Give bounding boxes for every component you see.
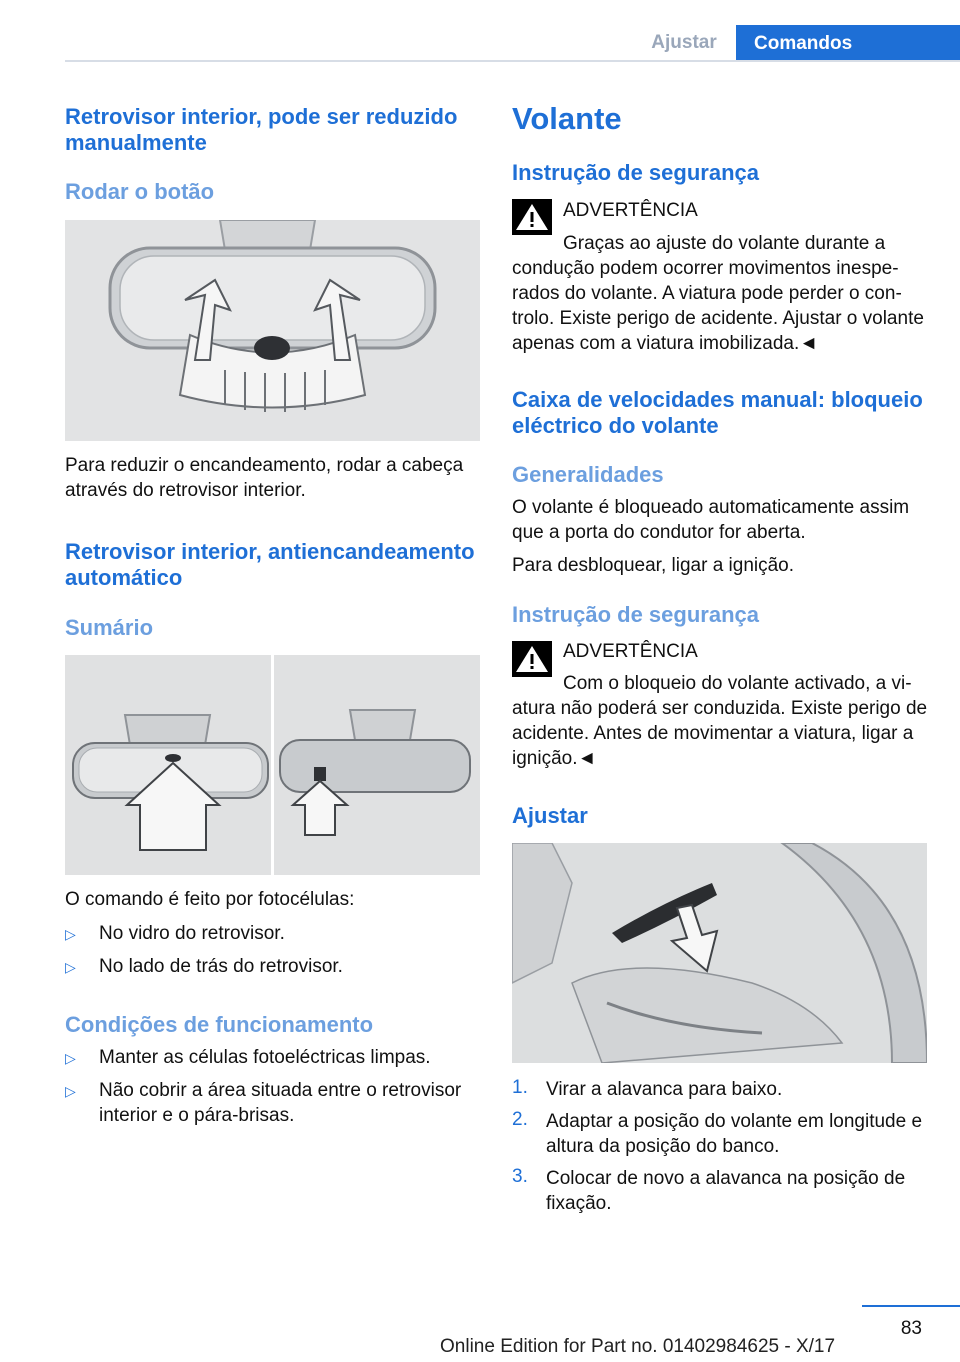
bullet-marker-icon: ▷ [65,926,76,942]
figure-auto-mirror [65,655,480,875]
list-item: 1. Virar a alavanca para baixo. [512,1077,783,1100]
subheading-safety-1: Instrução de segurança [512,160,759,185]
step-number: 3. [512,1166,528,1187]
bullet-marker-icon: ▷ [65,959,76,975]
subheading-sumario: Sumário [65,615,154,640]
bullet-list-photocells [65,921,483,980]
list-item: ▷ No lado de trás do retrovisor. [65,954,483,980]
paragraph-auto-lock: O volante é bloqueado automaticamente assim que a porta do condutor for aberta. [512,497,910,543]
warning-label-2: ADVERTÊNCIA [563,641,698,662]
figure-steering-lever [512,843,927,1063]
step-number: 2. [512,1109,528,1130]
subheading-rodar: Rodar o botão [65,179,215,204]
paragraph-photocells: O comando é feito por fotocélulas: [65,889,355,910]
warning-text-1: Graças ao ajuste do volante durante a condução podem ocorrer movimentos inesperados do volante. A viatura pode perder o controlo. Existe perigo de acidente. Ajustar o volante apenas com a viatura imobilizada.◄ [512,233,924,354]
heading-mirror-auto: Retrovisor interior, antiencandeamento automático [65,539,475,590]
bullet-marker-icon: ▷ [65,1050,76,1066]
step-number: 1. [512,1077,528,1098]
bullet-list-conditions [65,1045,483,1128]
figure-manual-mirror [65,220,480,441]
numbered-steps [512,1077,932,1216]
list-item: 2. Adaptar a posição do volante em longitude e altura da posição do banco. [512,1109,923,1157]
footer-rule [862,1305,960,1307]
list-item: ▷ Manter as células fotoeléctricas limpas. [65,1045,483,1071]
warning-icon [512,199,552,235]
subheading-safety-2: Instrução de segurança [512,602,759,627]
title-volante: Volante [512,101,622,136]
list-item: 3. Colocar de novo a alavanca na posição de fixação. [512,1166,906,1214]
warning-label-1: ADVERTÊNCIA [563,200,698,221]
header-tab-comandos: Comandos [736,25,960,62]
header-section-label: Ajustar [651,32,717,53]
subheading-conditions: Condições de funcionamento [65,1012,374,1037]
page-number: 83 [900,1318,922,1339]
header-rule [65,60,960,62]
bullet-marker-icon: ▷ [65,1083,76,1099]
heading-mirror-manual: Retrovisor interior, pode ser reduzido manualmente [65,104,458,155]
heading-manual-gearbox: Caixa de velocidades manual: bloqueio eléctrico do volante [512,387,923,438]
subheading-ajustar: Ajustar [512,803,588,828]
warning-text-2: Com o bloqueio do volante activado, a viatura não poderá ser conduzida. Existe perigo de acidente. Antes de movimentar a viatura, ligar a ignição.◄ [512,673,928,769]
paragraph-unlock: Para desbloquear, ligar a ignição. [512,555,795,576]
list-item: ▷ No vidro do retrovisor. [65,921,483,947]
paragraph-reduce-glare: Para reduzir o encandeamento, rodar a cabeça através do retrovisor interior. [65,455,464,501]
list-item: ▷ Não cobrir a área situada entre o retrovisor interior e o pára-brisas. [65,1080,462,1126]
subheading-generalidades: Generalidades [512,462,664,487]
footer-edition: Online Edition for Part no. 01402984625 - X/17 [440,1336,836,1357]
